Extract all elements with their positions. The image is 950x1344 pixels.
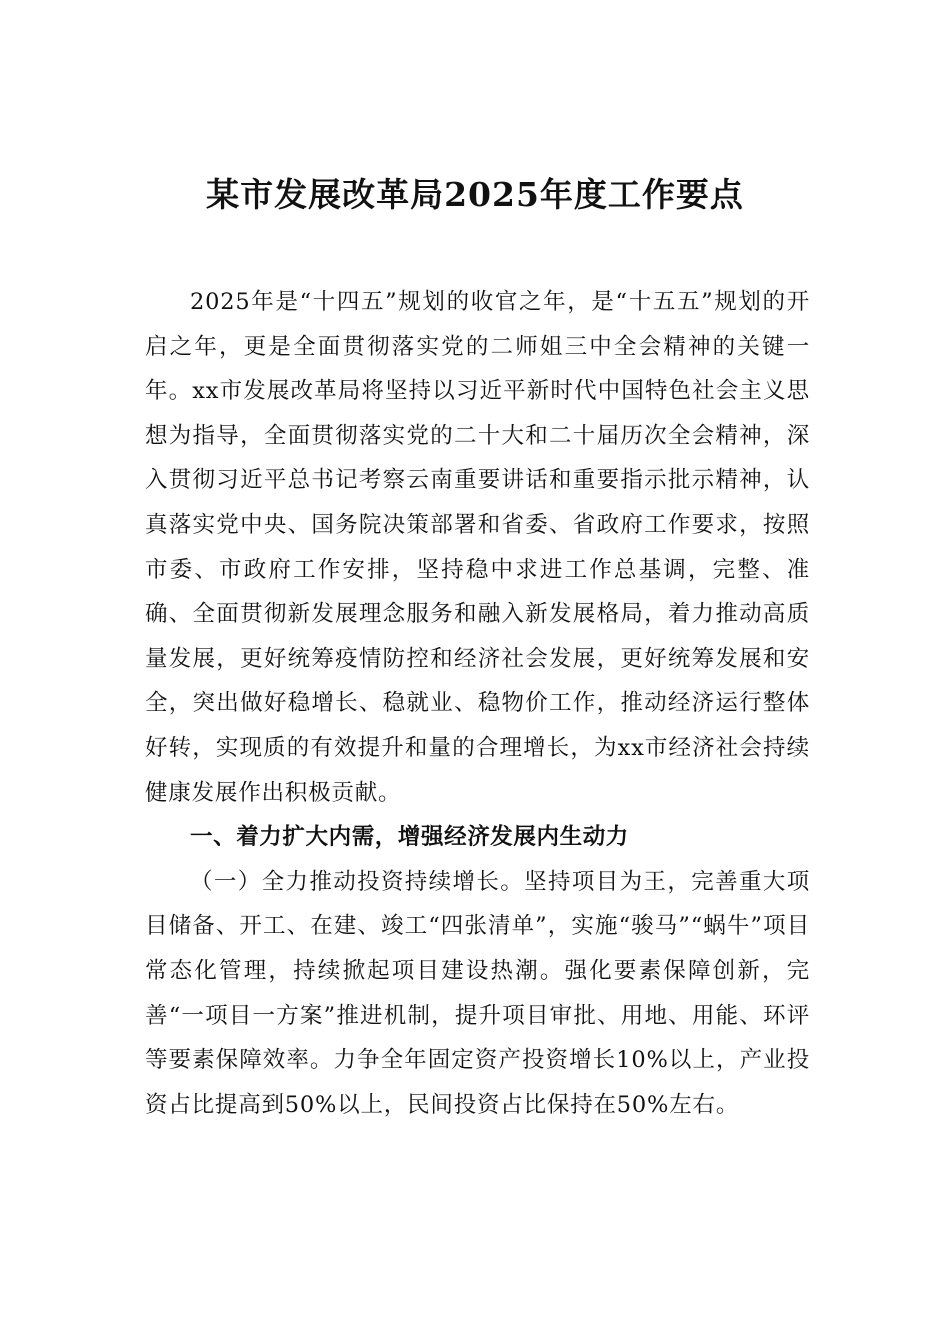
intro-paragraph: 2025年是“十四五”规划的收官之年，是“十五五”规划的开启之年，更是全面贯彻落实党的二师姐三中全会精神的关键一年。xx市发展改革局将坚持以习近平新时代中国特色社会主义思想为指导，全面贯彻落实党的二十大和二十届历次全会精神，深入贯彻习近平总书记考察云南重要讲话和重要指示批示精神，认真落实党中央、国务院决策部署和省委、省政府工作要求，按照市委、市政府工作安排，坚持稳中求进工作总基调，完整、准确、全面贯彻新发展理念服务和融入新发展格局，着力推动高质量发展，更好统筹疫情防控和经济社会发展，更好统筹发展和安全，突出做好稳增长、稳就业、稳物价工作，推动经济运行整体好转，实现质的有效提升和量的合理增长，为xx市经济社会持续健康发展作出积极贡献。	[145, 289, 810, 806]
item-1-text: 坚持项目为王，完善重大项目储备、开工、在建、竣工“四张清单”，实施“骏马”“蜗牛”项目常态化管理，持续掀起项目建设热潮。强化要素保障创新，完善“一项目一方案”推进机制，提升项目审批、用地、用能、环评等要素保障效率。力争全年固定资产投资增长10%以上，产业投资占比提高到50%以上，民间投资占比保持在50%左右。	[145, 868, 810, 1118]
document-body	[145, 280, 810, 1127]
item-1-label: （一）全力推动投资持续增长。	[190, 868, 525, 895]
section-1-item-1	[145, 860, 810, 1128]
document-title: 某市发展改革局2025年度工作要点	[206, 175, 744, 214]
section-heading-1: 一、着力扩大内需，增强经济发展内生动力	[190, 824, 629, 851]
